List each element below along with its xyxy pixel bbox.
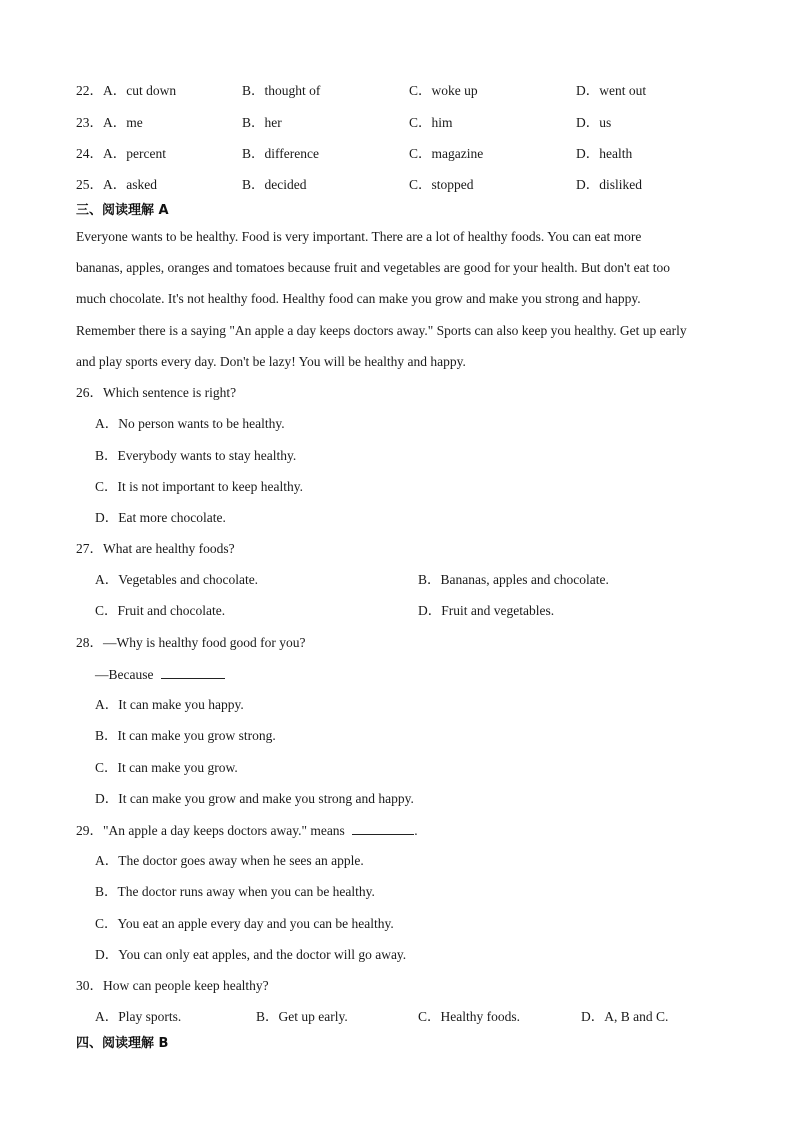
question-30-option-b: B．Get up early.: [256, 1009, 348, 1024]
question-28-answer-line: [95, 664, 225, 684]
question-30-option-a: A．Play sports.: [95, 1009, 182, 1024]
passage-line: much chocolate. It's not healthy food. Healthy food can make you grow and make you strong and happy.: [76, 291, 641, 307]
question-26-option-a: A．No person wants to be healthy.: [95, 416, 285, 431]
question-29-option-d: D．You can only eat apples, and the doctor will go away.: [95, 947, 407, 962]
question-29-stem: [76, 820, 418, 840]
question-29-stem-text: 29．"An apple a day keeps doctors away." means: [76, 823, 345, 838]
question-29-option-c: C．You eat an apple every day and you can be healthy.: [95, 916, 394, 931]
question-28-option-b: B．It can make you grow strong.: [95, 728, 276, 743]
question-25-option-c: C．stopped: [409, 177, 474, 192]
passage-line: bananas, apples, oranges and tomatoes because fruit and vegetables are good for your health. But don't eat too: [76, 260, 670, 276]
question-27-option-c: C．Fruit and chocolate.: [95, 603, 226, 618]
question-23-option-c: C．him: [409, 115, 453, 130]
passage-line: Everyone wants to be healthy. Food is very important. There are a lot of healthy foods. You can eat more: [76, 229, 642, 244]
question-28-option-a: A．It can make you happy.: [95, 697, 244, 712]
question-28-because-label: —Because: [95, 667, 154, 682]
question-27-option-a: A．Vegetables and chocolate.: [95, 572, 259, 587]
passage-line: and play sports every day. Don't be lazy! You will be healthy and happy.: [76, 353, 466, 369]
question-23-option-a: 23．A．me: [76, 115, 143, 130]
question-24-option-a: 24．A．percent: [76, 146, 166, 161]
question-22-option-d: D．went out: [576, 83, 647, 98]
question-30-stem: 30．How can people keep healthy?: [76, 978, 269, 993]
question-row-25: [76, 175, 756, 195]
section-heading-reading-b: 四、阅读理解 B: [76, 1036, 169, 1051]
question-27-stem: 27．What are healthy foods?: [76, 541, 235, 556]
question-22-option-c: C．woke up: [409, 83, 478, 98]
question-23-option-d: D．us: [576, 115, 612, 130]
question-26-option-b: B．Everybody wants to stay healthy.: [95, 448, 297, 463]
question-29-option-a: A．The doctor goes away when he sees an apple.: [95, 853, 364, 868]
question-25-option-d: D．disliked: [576, 177, 642, 192]
question-26-stem: 26．Which sentence is right?: [76, 385, 237, 400]
question-29-option-b: B．The doctor runs away when you can be healthy.: [95, 884, 375, 899]
question-24-option-c: C．magazine: [409, 146, 484, 161]
question-row-23: [76, 113, 756, 133]
answer-blank: [352, 820, 414, 835]
question-29-stem-end: .: [414, 823, 418, 838]
question-24-option-b: B．difference: [242, 146, 319, 161]
question-30-option-c: C．Healthy foods.: [418, 1009, 520, 1024]
question-28-option-c: C．It can make you grow.: [95, 760, 238, 775]
question-25-option-b: B．decided: [242, 177, 307, 192]
section-heading-reading-a: 三、阅读理解 A: [76, 203, 169, 218]
question-23-option-b: B．her: [242, 115, 282, 130]
question-28-option-d: D．It can make you grow and make you strong and happy.: [95, 791, 414, 806]
question-28-stem: 28．—Why is healthy food good for you?: [76, 635, 306, 650]
reading-passage: [76, 227, 748, 383]
question-25-option-a: 25．A．asked: [76, 177, 157, 192]
answer-blank: [161, 664, 225, 679]
question-22-option-a: 22．A．cut down: [76, 83, 177, 98]
question-26-option-c: C．It is not important to keep healthy.: [95, 479, 303, 494]
question-row-24: [76, 144, 756, 164]
question-24-option-d: D．health: [576, 146, 633, 161]
question-26-option-d: D．Eat more chocolate.: [95, 510, 226, 525]
passage-line: Remember there is a saying "An apple a day keeps doctors away." Sports can also keep you healthy. Get up early: [76, 322, 687, 338]
question-30-option-d: D．A, B and C.: [581, 1009, 669, 1024]
question-27-option-b: B．Bananas, apples and chocolate.: [418, 572, 609, 587]
question-22-option-b: B．thought of: [242, 83, 321, 98]
question-row-22: [76, 81, 756, 101]
question-27-option-d: D．Fruit and vegetables.: [418, 603, 555, 618]
